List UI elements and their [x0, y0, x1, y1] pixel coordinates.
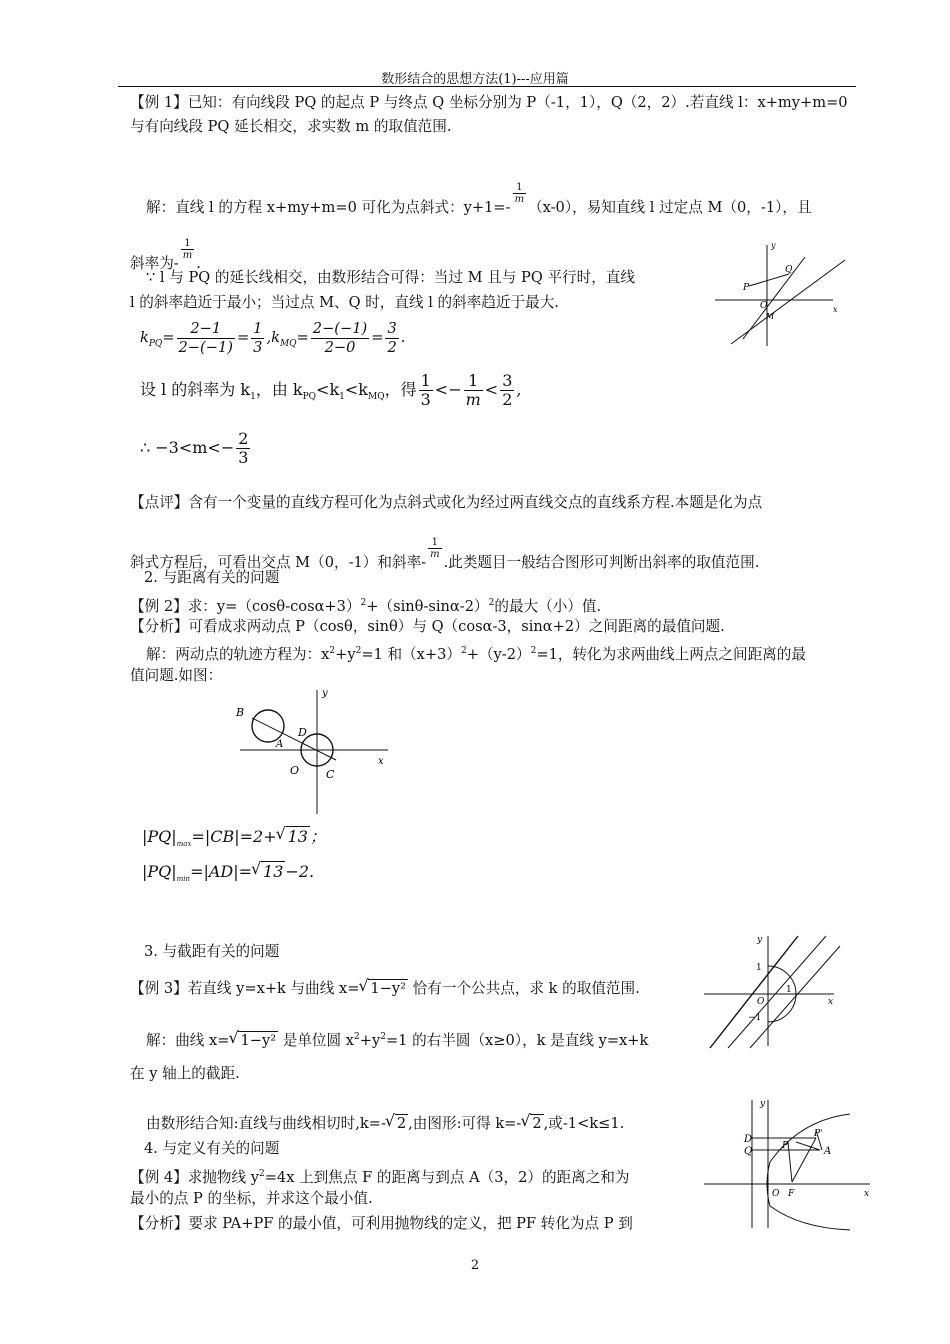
ex3-solution-line1: 解：曲线 x=√ 1−y² 是单位圆 $x^2+y^2=1$ 的右半圆（x≥0），k 是直线 y=x+k — [146, 1027, 648, 1051]
ex2-solution-line2: 值问题.如图： — [130, 667, 223, 684]
fraction-1-over-m-2: $\frac{1}{m}$ — [182, 238, 193, 261]
ex2-analysis: 【分析】可看成求两动点 P（cosθ，sinθ）与 Q（cosα-3，sinα+2）之间距离的最值问题. — [130, 618, 725, 635]
fraction-1-over-m: $\frac{1}{m}$ — [514, 182, 525, 205]
svg-text:O: O — [772, 1189, 780, 1199]
ex3-solution-line2: 在 y 轴上的截距. — [130, 1065, 240, 1082]
svg-text:O: O — [757, 997, 765, 1007]
slope-inequality-line: 设 l 的斜率为 $k_1$，由 $k_{PQ}<k_1<k_{MQ}$，得 $\frac{1}{3}$ <− $\frac{1}{m}$ < $\frac{3}{2}$ , — [140, 371, 522, 409]
svg-text:x: x — [864, 1189, 870, 1199]
svg-text:x: x — [833, 305, 838, 314]
ex3-statement: 【例 3】若直线 y=x+k 与曲线 x=√ 1−y² 恰有一个公共点，求 k 的取值范围. — [130, 979, 640, 999]
svg-text:D: D — [298, 726, 307, 739]
svg-text:C: C — [326, 768, 335, 781]
svg-text:1: 1 — [756, 963, 762, 973]
slope-formula-line: $k_{PQ}=$ $\frac{2-1}{2-(-1)}$ = $\frac{1}{3}$ $,k_{MQ}=$ $\frac{2-(-1)}{2-0}$ = $\frac{3}{2}$ . — [140, 319, 406, 356]
figure-2-circles — [228, 686, 398, 816]
ex1-line1: 【例 1】已知：有向线段 PQ 的起点 P 与终点 Q 坐标分别为 P（-1，1），Q（2，2）.若直线 l：x+my+m=0 — [130, 94, 848, 111]
svg-text:M: M — [766, 312, 775, 321]
figure-3-semicircle — [700, 930, 845, 1050]
svg-text:P: P — [782, 1141, 789, 1151]
ex4-statement-line1: 【例 4】求抛物线 $y^2=4x$ 上到焦点 F 的距离与到点 A（3，2）的距离之和为 — [130, 1168, 630, 1186]
svg-text:y: y — [771, 241, 776, 250]
ex4-statement-line2: 最小的点 P 的坐标，并求这个最小值. — [130, 1190, 373, 1207]
svg-text:B: B — [236, 706, 245, 719]
figure-4-parabola — [700, 1092, 875, 1232]
svg-text:A: A — [276, 739, 284, 750]
figure-1-lines — [705, 240, 850, 350]
header-rule — [118, 86, 856, 87]
ex2-statement: 【例 2】求：$y=(\cos\theta-\cos\alpha+3)^2+(\sin\theta-\sin\alpha-2)^2$的最大（小）值. — [130, 597, 602, 615]
svg-text:F: F — [788, 1189, 795, 1199]
comment1-line1: 【点评】含有一个变量的直线方程可化为点斜式或化为经过两直线交点的直线系方程.本题是化为点 — [130, 494, 763, 511]
ex1-solution-line2: 斜率为- $\frac{1}{m}$ . — [130, 238, 201, 272]
svg-text:A: A — [824, 1146, 832, 1157]
svg-text:y: y — [760, 1099, 766, 1109]
page-number: 2 — [470, 1258, 480, 1273]
ex1-solution-line1: 解：直线 l 的方程 x+my+m=0 可化为点斜式：y+1=- $\frac{1}{m}$ （x-0），易知直线 l 过定点 M（0，-1），且 — [146, 182, 812, 216]
page-header-title: 数形结合的思想方法(1)---应用篇 — [381, 72, 569, 87]
svg-text:y: y — [322, 688, 328, 699]
therefore-line: ∴ −3<m<− $\frac{2}{3}$ — [140, 429, 249, 467]
svg-text:O: O — [290, 764, 300, 777]
pq-min-line: $|PQ|_{min}=|AD|=√$ 13 −2. — [142, 862, 314, 889]
svg-text:−1: −1 — [748, 1013, 762, 1023]
ex1-solution-line3: ∵ l 与 PQ 的延长线相交，由数形结合可得：当过 M 且与 PQ 平行时，直线 — [146, 269, 636, 286]
ex3-solution-line3: 由数形结合知:直线与曲线相切时,k=-√ 2 ,由图形:可得 k=-√ 2 ,或-1<k≤1. — [146, 1114, 624, 1134]
svg-text:O: O — [760, 301, 768, 311]
svg-text:y: y — [757, 935, 763, 945]
section2-title: 2. 与距离有关的问题 — [144, 569, 280, 586]
pq-max-line: $|PQ|_{max}=|CB|=2+√$ 13 ； — [142, 827, 326, 854]
svg-text:P': P' — [814, 1129, 823, 1139]
svg-text:x: x — [378, 756, 384, 767]
svg-text:Q: Q — [744, 1146, 753, 1157]
ex2-solution-line1: 解：两动点的轨迹方程为：$x^2+y^2=1$ 和$(x+3)^2+(y-2)^2=1$，转化为求两曲线上两点之间距离的最 — [146, 645, 806, 663]
svg-text:1: 1 — [786, 985, 792, 995]
ex1-solution-line4: l 的斜率趋近于最小；当过点 M、Q 时，直线 l 的斜率趋近于最大. — [130, 294, 559, 311]
svg-text:P: P — [743, 283, 750, 293]
section3-title: 3. 与截距有关的问题 — [144, 943, 280, 960]
comment1-line2: 斜式方程后，可看出交点 M（0，-1）和斜率- $\frac{1}{m}$ .此类题目一般结合图形可判断出斜率的取值范围. — [130, 537, 760, 571]
section4-title: 4. 与定义有关的问题 — [144, 1140, 280, 1157]
ex4-analysis: 【分析】要求 PA+PF 的最小值，可利用抛物线的定义，把 PF 转化为点 P 到 — [130, 1215, 633, 1232]
svg-text:Q: Q — [785, 265, 793, 275]
ex1-line2: 与有向线段 PQ 延长相交，求实数 m 的取值范围. — [130, 118, 452, 135]
svg-text:x: x — [828, 997, 834, 1007]
svg-text:D: D — [744, 1134, 753, 1145]
